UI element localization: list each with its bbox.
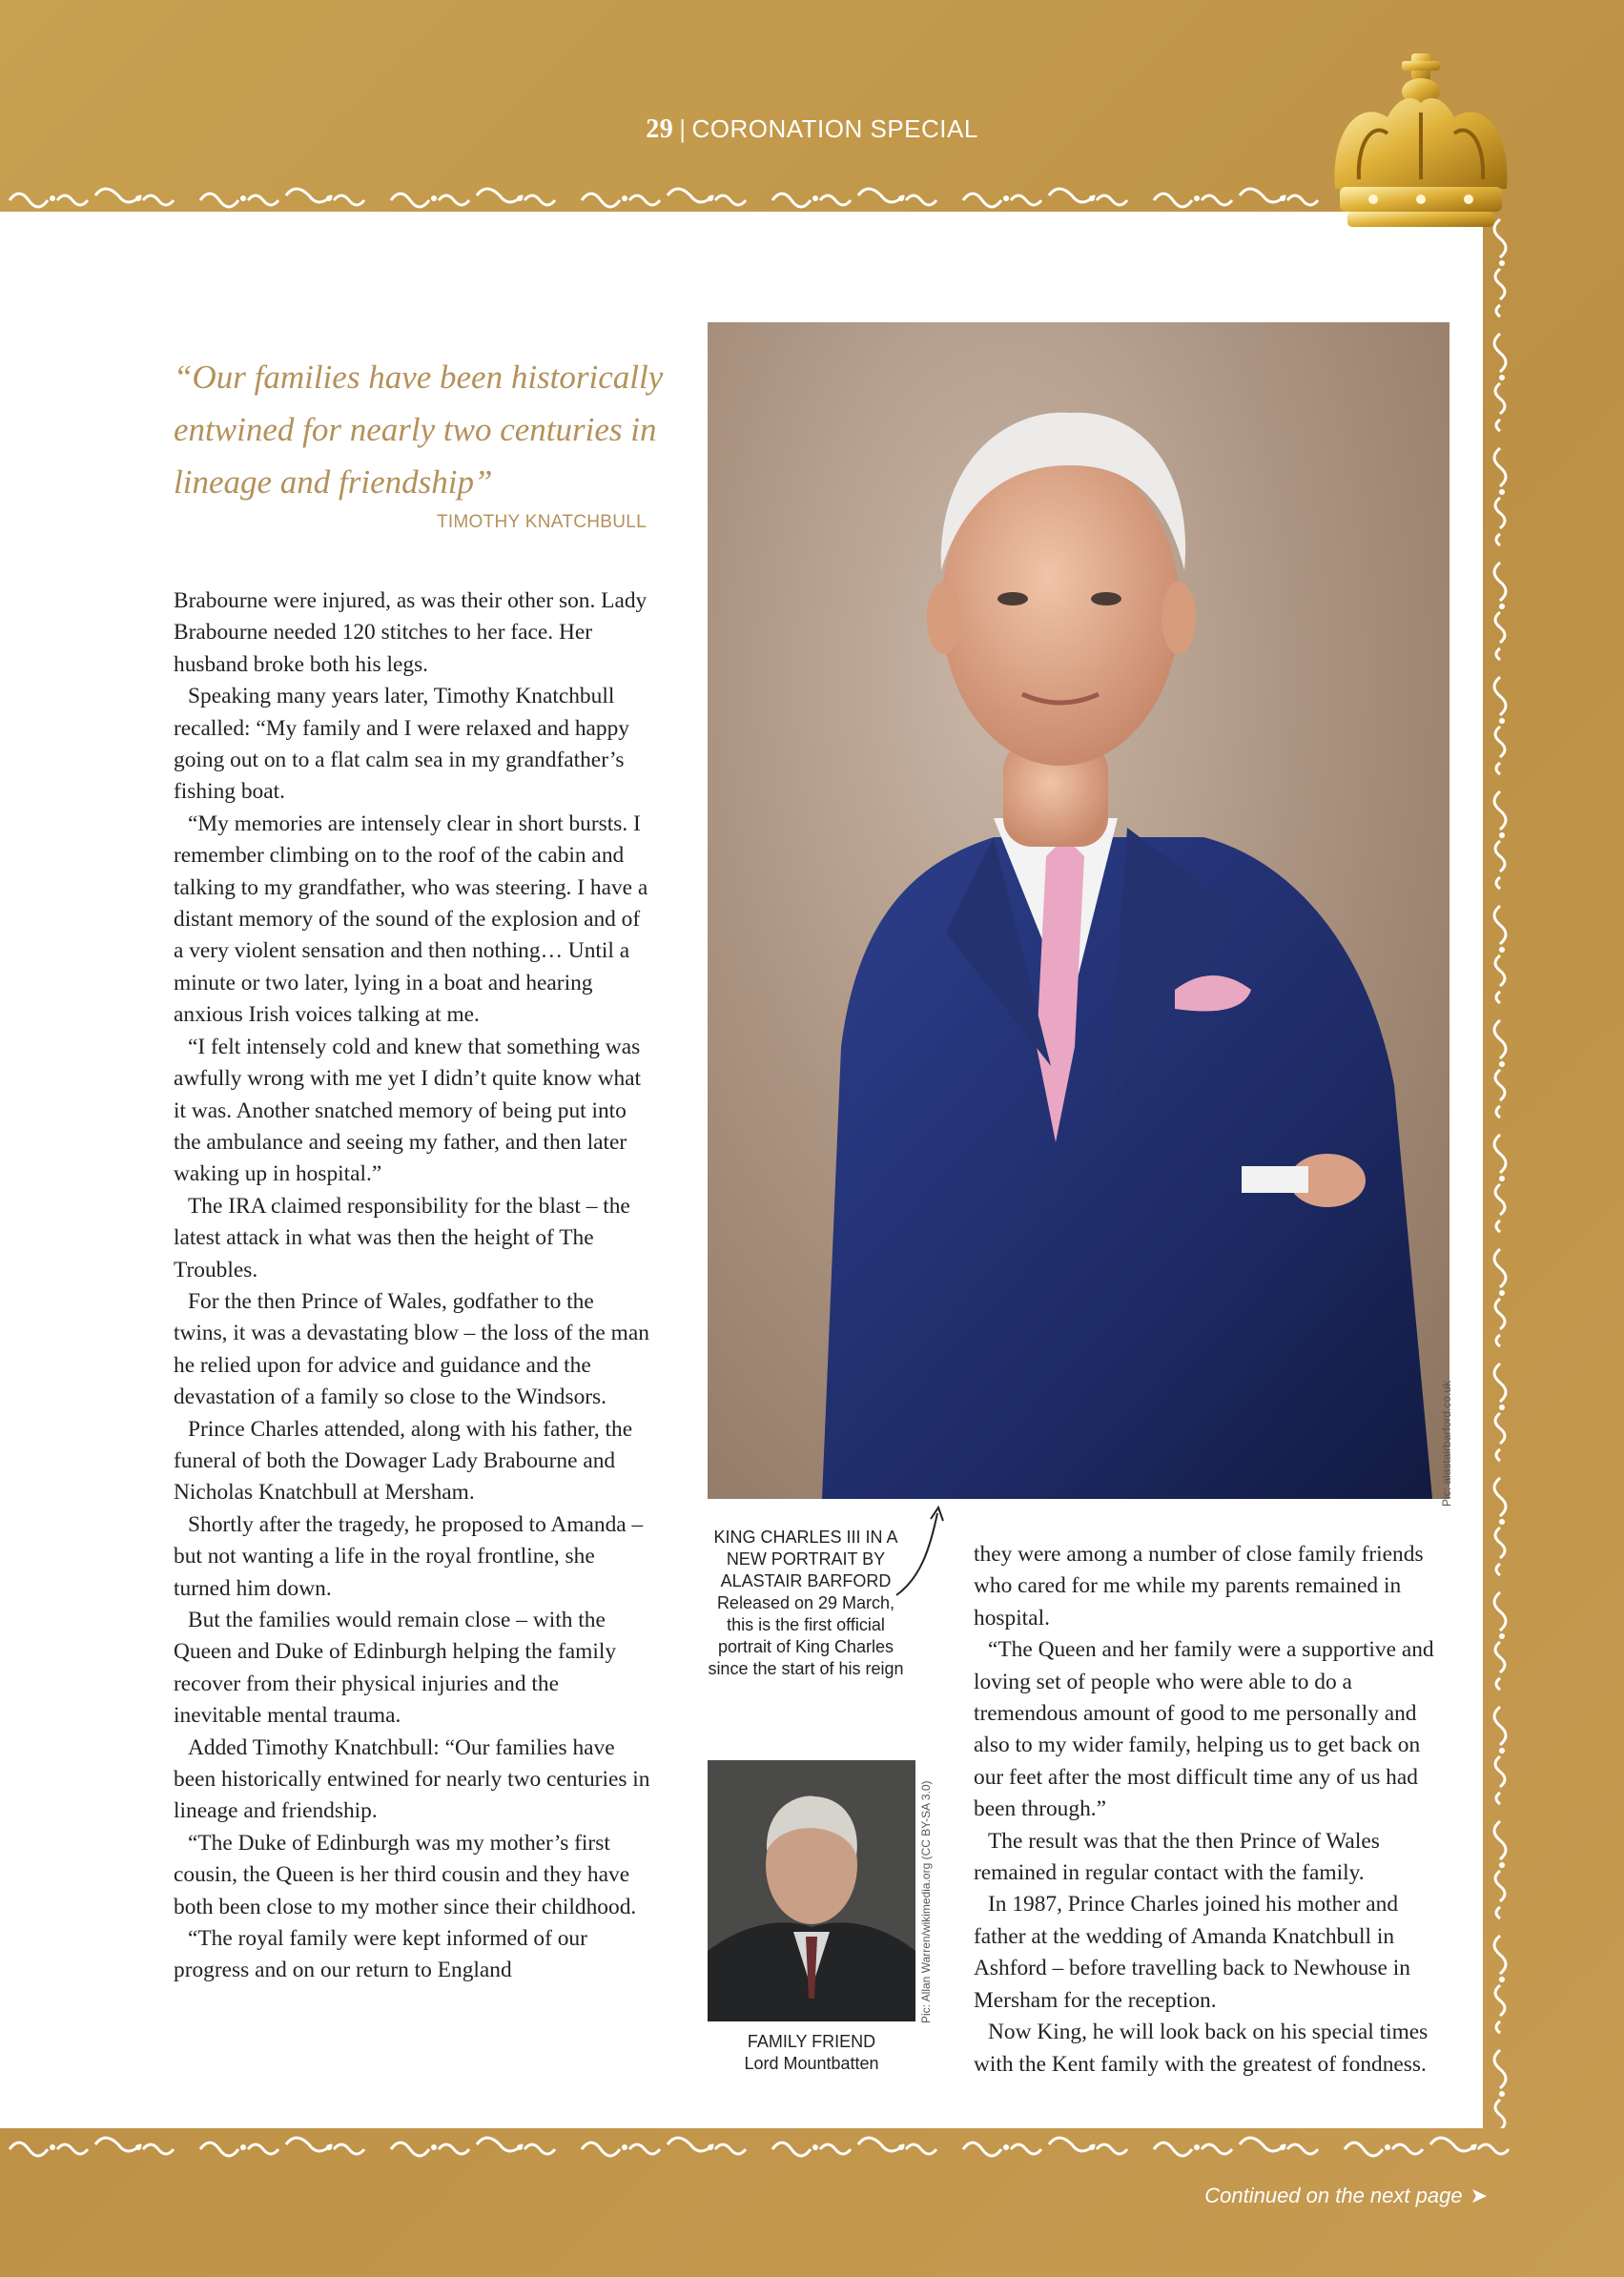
portrait-caption-body: Released on 29 March, this is the first official portrait of King Charles since the start of his reign [708, 1593, 904, 1678]
mountbatten-caption-body: Lord Mountbatten [744, 2054, 879, 2073]
paragraph: they were among a number of close family friends who cared for me while my parents remained in hospital. [974, 1542, 1424, 1631]
paragraph: Brabourne were injured, as was their other son. Lady Brabourne needed 120 stitches to her face. Her husband broke both his legs. [174, 588, 648, 677]
mountbatten-photo [708, 1760, 915, 2021]
paragraph: “The royal family were kept informed of our progress and on our return to England [174, 1926, 587, 1983]
continued-text: Continued on the next page [1204, 2184, 1463, 2207]
mountbatten-photo-credit [917, 1760, 940, 2023]
page-number: 29 [646, 114, 674, 144]
mountbatten-caption-title: FAMILY FRIEND [747, 2032, 876, 2051]
paragraph: “The Queen and her family were a supportive and loving set of people who were able to do a tremendous amount of good to me personally and also to my wider family, helping us to get back on our feet after the most difficult time any of us had been through.” [974, 1637, 1434, 1822]
side-ornament-border [1483, 212, 1521, 2128]
mountbatten-caption [708, 2031, 915, 2075]
king-charles-portrait [708, 322, 1449, 1499]
portrait-photo-credit [1440, 1354, 1478, 1507]
paragraph: Speaking many years later, Timothy Knatchbull recalled: “My family and I were relaxed and happy going out on to a flat calm sea in my grandfather’s fishing boat. [174, 684, 629, 805]
paragraph: Prince Charles attended, along with his father, the funeral of both the Dowager Lady Brabourne and Nicholas Knatchbull at Mersham. [174, 1416, 633, 1506]
caption-arrow-icon [892, 1502, 949, 1597]
section-title: CORONATION SPECIAL [691, 114, 978, 143]
paragraph: For the then Prince of Wales, godfather to the twins, it was a devastating blow – the loss of the man he relied upon for advice and guidance and the devastation of a family so close to the Windsors. [174, 1288, 649, 1410]
article-right-column [974, 1539, 1455, 2081]
paragraph: Now King, he will look back on his special times with the Kent family with the greatest of fondness. [974, 2020, 1429, 2077]
paragraph: The IRA claimed responsibility for the blast – the latest attack in what was then the height of The Troubles. [174, 1193, 630, 1282]
crown-icon [1321, 46, 1521, 236]
paragraph: Added Timothy Knatchbull: “Our families have been historically entwined for nearly two centuries in lineage and friendship. [174, 1734, 650, 1824]
continued-next-page-link[interactable] [1049, 2184, 1488, 2208]
header-separator: | [679, 114, 687, 143]
paragraph: “The Duke of Edinburgh was my mother’s first cousin, the Queen is her third cousin and they have both been close to my mother since their childhood. [174, 1830, 637, 1919]
bottom-ornament-border [0, 2128, 1526, 2161]
paragraph: “My memories are intensely clear in short bursts. I remember climbing on to the roof of the cabin and talking to my grandfather, who was steering. I have a distant memory of the sound of the explosion and of a very violent sensation and then nothing… Until a minute or two later, lying in a boat and hearing anxious Irish voices talking at me. [174, 810, 648, 1028]
paragraph: The result was that the then Prince of Wales remained in regular contact with the family. [974, 1828, 1380, 1886]
portrait-caption-title: KING CHARLES III IN A NEW PORTRAIT BY ALASTAIR BARFORD [713, 1528, 898, 1590]
arrow-right-icon: ➤ [1470, 2184, 1488, 2207]
portrait-credit-text: Pic: alastairbarford.co.uk [1440, 1380, 1453, 1507]
paragraph: In 1987, Prince Charles joined his mother and father at the wedding of Amanda Knatchbull in Ashford – before travelling back to Newhouse in Mersham for the reception. [974, 1892, 1410, 2013]
portrait-caption [708, 1527, 904, 1680]
paragraph: “I felt intensely cold and knew that something was awfully wrong with me yet I didn’t quite know what it was. Another snatched memory of being put into the ambulance and seeing my father, and then later waking up in hospital.” [174, 1034, 642, 1187]
top-ornament-border [0, 179, 1411, 212]
paragraph: But the families would remain close – with the Queen and Duke of Edinburgh helping the family recover from their physical injuries and the inevitable mental trauma. [174, 1608, 617, 1729]
article-left-column [174, 585, 650, 1987]
pull-quote-attribution: TIMOTHY KNATCHBULL [436, 512, 647, 532]
paragraph: Shortly after the tragedy, he proposed to Amanda – but not wanting a life in the royal frontline, she turned him down. [174, 1511, 644, 1601]
pull-quote: “Our families have been historically entwined for nearly two centuries in lineage and friendship” [174, 359, 664, 501]
mountbatten-credit-text: Pic: Allan Warren/wikimedia.org (CC BY-SA 3.0) [919, 1780, 933, 2023]
